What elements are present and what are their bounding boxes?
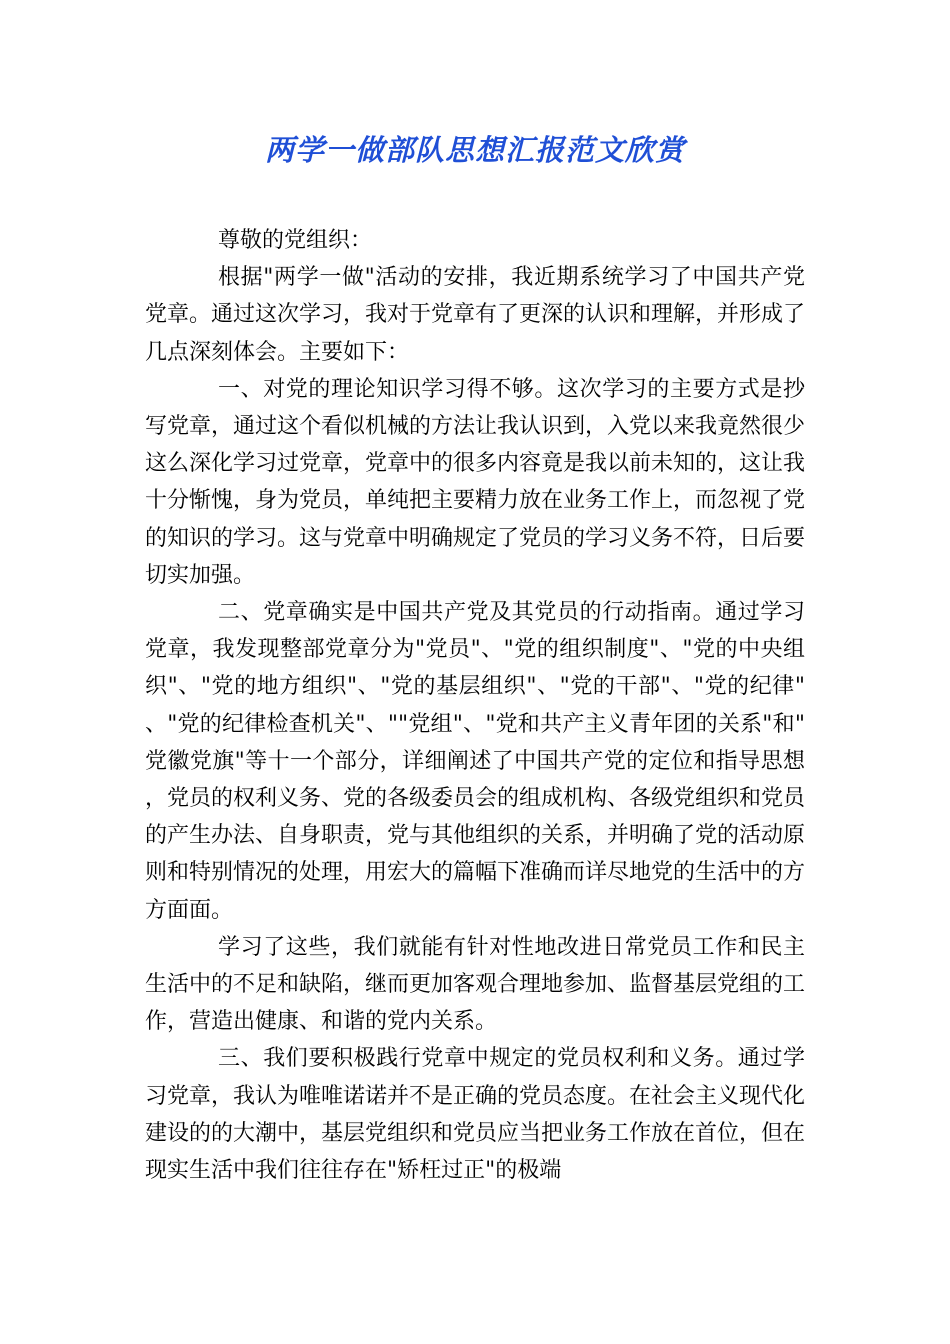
point-three-paragraph: 三、我们要积极践行党章中规定的党员权利和义务。通过学习党章，我认为唯唯诺诺并不是正确的党员态度。在社会主义现代化建设的的大潮中，基层党组织和党员应当把业务工作放在首位，但在现实生活中我们往往存在"矫枉过正"的极端 <box>145 1046 806 1184</box>
salutation: 尊敬的党组织： <box>218 228 373 253</box>
point-one-paragraph: 一、对党的理论知识学习得不够。这次学习的主要方式是抄写党章，通过这个看似机械的方法让我认识到，入党以来我竟然很少这么深化学习过党章，党章中的很多内容竟是我以前未知的，这让我十分惭愧，身为党员，单纯把主要精力放在业务工作上，而忽视了党的知识的学习。这与党章中明确规定了党员的学习义务不符，日后要切实加强。 <box>145 376 806 588</box>
document-title: 两学一做部队思想汇报范文欣赏 <box>264 133 685 167</box>
intro-paragraph: 根据"两学一做"活动的安排，我近期系统学习了中国共产党党章。通过这次学习，我对于党章有了更深的认识和理解，并形成了几点深刻体会。主要如下： <box>145 265 806 365</box>
point-two-paragraph: 二、党章确实是中国共产党及其党员的行动指南。通过学习党章，我发现整部党章分为"党员"、"党的组织制度"、"党的中央组织"、"党的地方组织"、"党的基层组织"、"党的干部"、"党的纪律"、"党的纪律检查机关"、""党组"、"党和共产主义青年团的关系"和"党徽党旗"等十一个部分，详细阐述了中国共产党的定位和指导思想，党员的权利义务、党的各级委员会的组成机构、各级党组织和党员的产生办法、自身职责，党与其他组织的关系，并明确了党的活动原则和特别情况的处理，用宏大的篇幅下准确而详尽地党的生活中的方方面面。 <box>145 600 806 923</box>
document-body <box>145 222 805 1189</box>
study-result-paragraph: 学习了这些，我们就能有针对性地改进日常党员工作和民主生活中的不足和缺陷，继而更加客观合理地参加、监督基层党组的工作，营造出健康、和谐的党内关系。 <box>145 934 806 1035</box>
